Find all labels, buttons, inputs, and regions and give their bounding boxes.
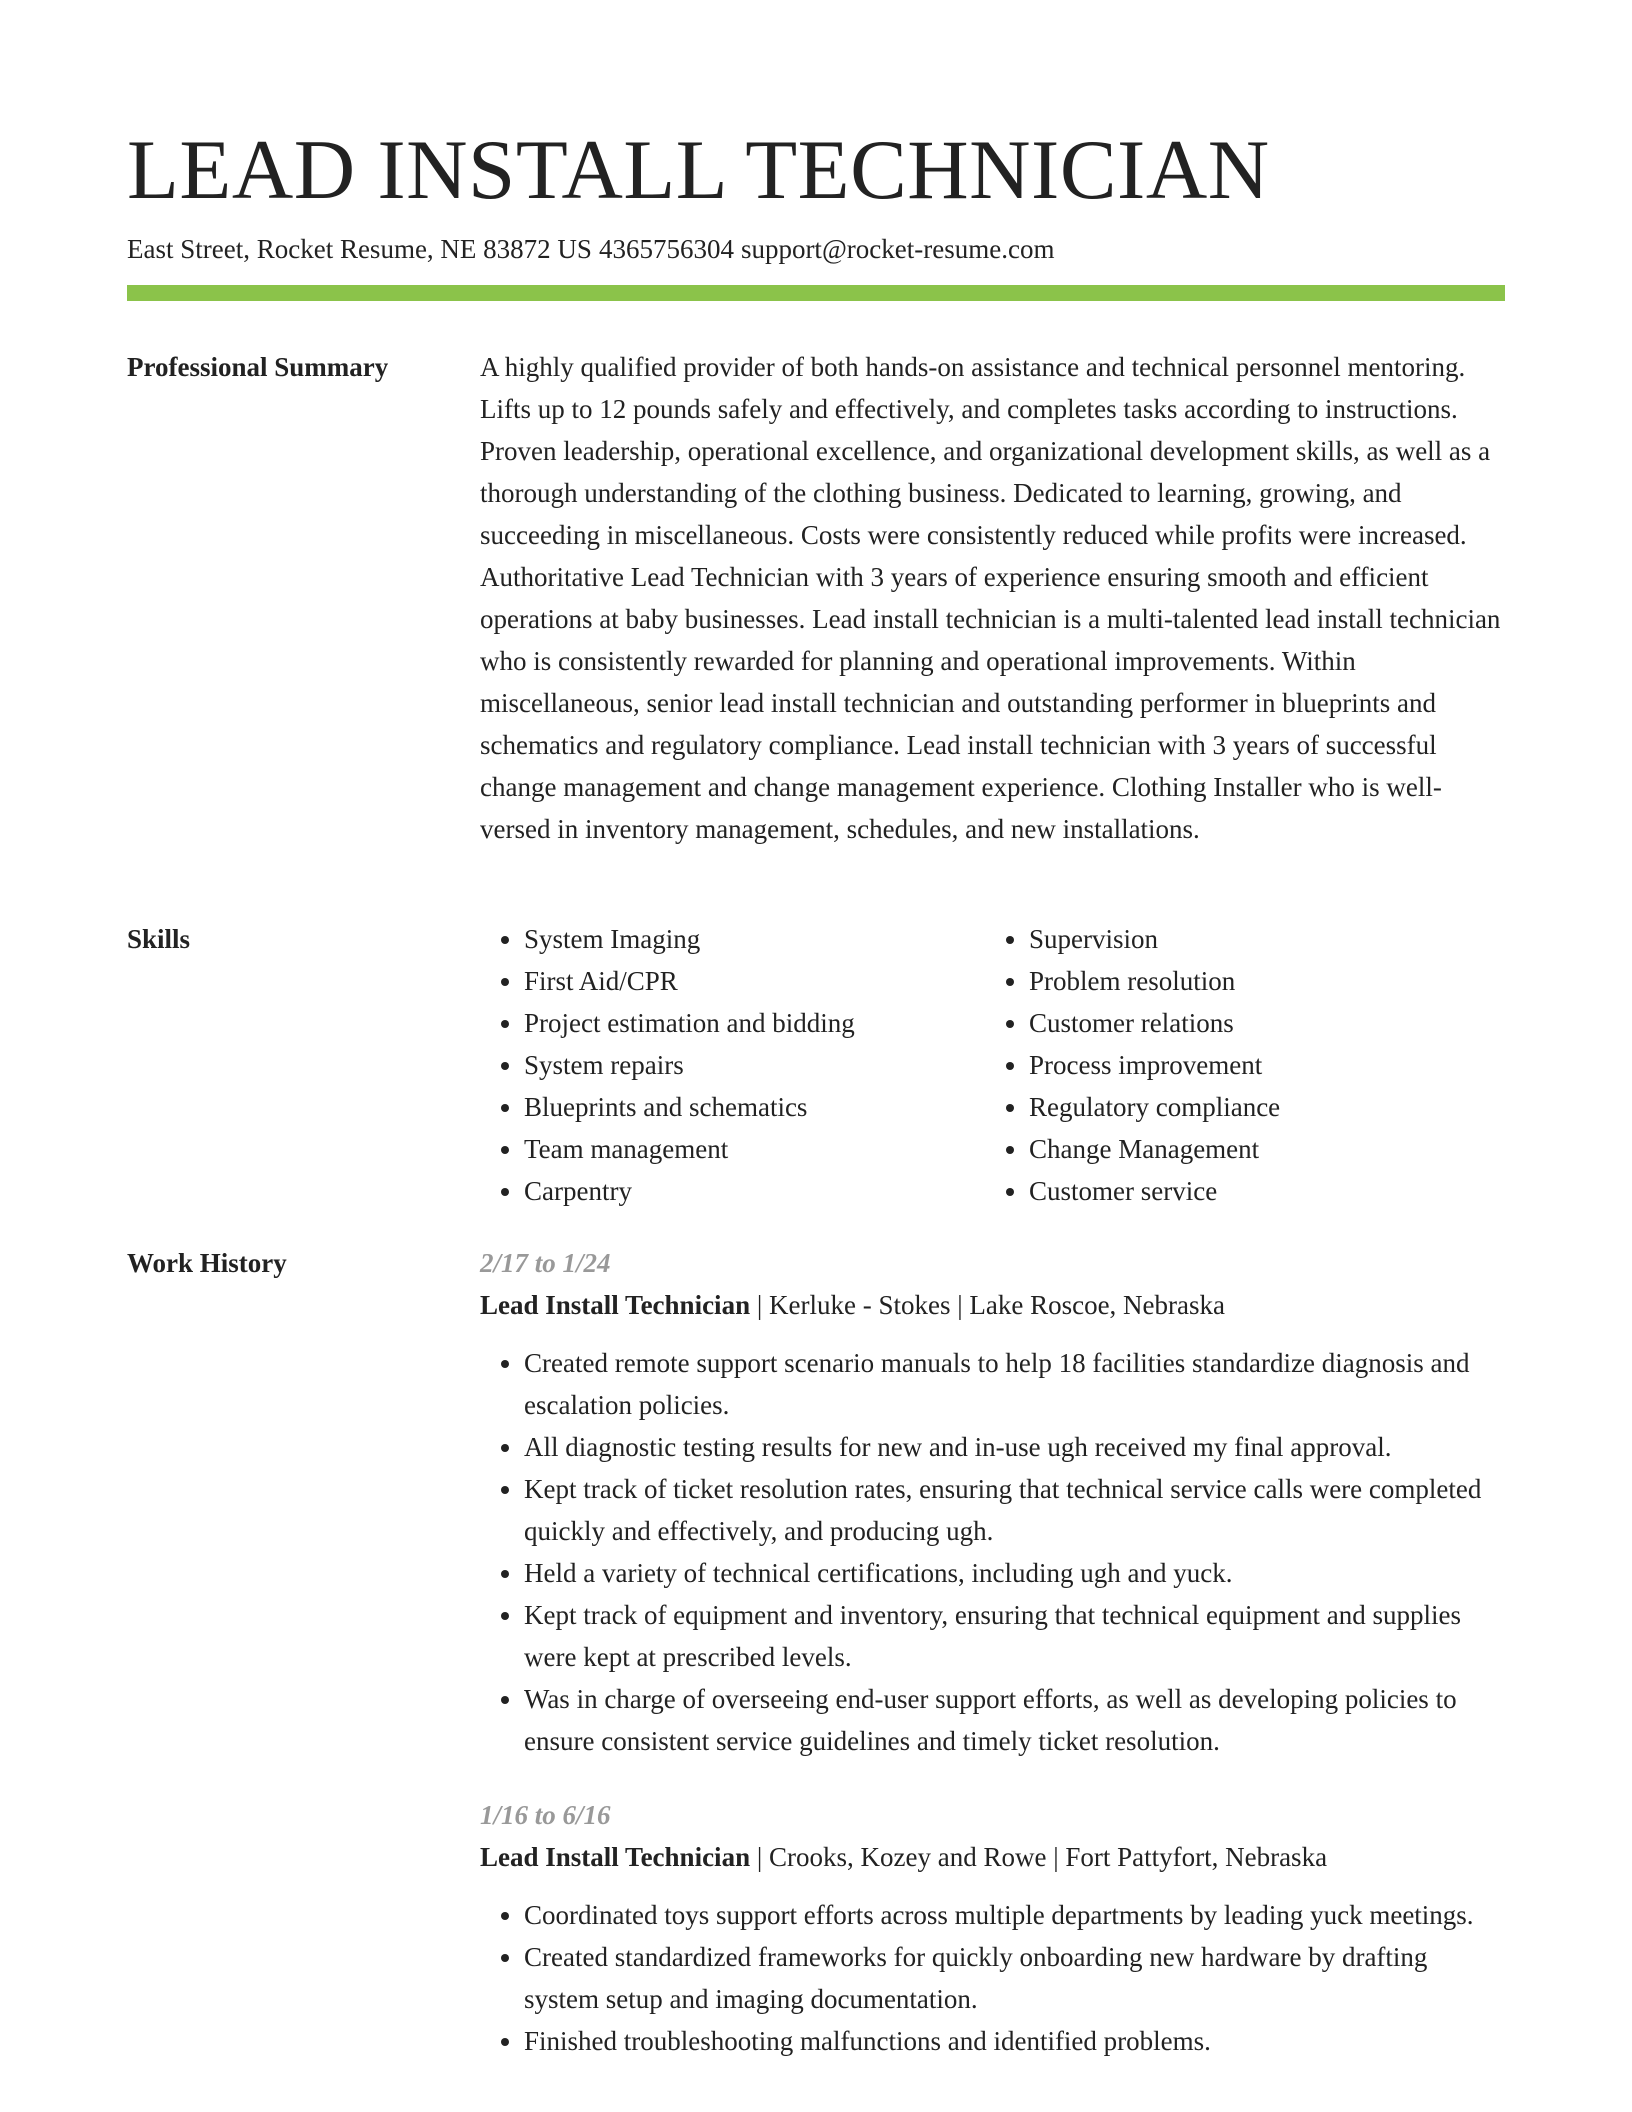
contact-line: [127, 232, 1061, 266]
section-label-summary: Professional Summary: [127, 352, 389, 382]
skill-item: • Customer relations: [1029, 1002, 1280, 1044]
job-heading: [480, 1284, 1505, 1326]
job-dates: 1/16 to 6/16: [480, 1800, 611, 1830]
contact-address: East Street, Rocket Resume, NE 83872 US: [127, 234, 592, 264]
skills-list-left: [480, 918, 985, 1212]
job-title: Lead Install Technician: [480, 1842, 751, 1872]
job-bullet: • Created remote support scenario manuals to help 18 facilities standardize diagnosis and escalation policies.: [524, 1342, 1505, 1426]
summary-section: [480, 346, 1505, 850]
summary-text: A highly qualified provider of both hands-on assistance and technical personnel mentoring. Lifts up to 12 pounds safely and effectively, and completes tasks according to instructions. Proven leadership, operational excellence, and organizational development skills, as well as a thorough understanding of the clothing business. Dedicated to learning, growing, and succeeding in miscellaneous. Costs were consistently reduced while profits were increased. Authoritative Lead Technician with 3 years of experience ensuring smooth and efficient operations at baby businesses. Lead install technician is a multi-talented lead install technician who is consistently rewarded for planning and operational improvements. Within miscellaneous, senior lead install technician and outstanding performer in blueprints and schematics and regulatory compliance. Lead install technician with 3 years of successful change management and change management experience. Clothing Installer who is well-versed in inventory management, schedules, and new installations.: [480, 352, 1501, 844]
resume-title: LEAD INSTALL TECHNICIAN: [127, 123, 1270, 217]
section-label-work-history: Work History: [127, 1248, 287, 1278]
skill-item: • Project estimation and bidding: [524, 1002, 985, 1044]
job-bullet: • Held a variety of technical certifications, including ugh and yuck.: [524, 1552, 1505, 1594]
skill-item: • Problem resolution: [1029, 960, 1280, 1002]
job-entry: [480, 1794, 1505, 2062]
skill-item: • Blueprints and schematics: [524, 1086, 985, 1128]
job-details: | Crooks, Kozey and Rowe | Fort Pattyfort, Nebraska: [756, 1842, 1328, 1872]
job-bullet: • Kept track of ticket resolution rates, ensuring that technical service calls were completed quickly and effectively, and producing ugh.: [524, 1468, 1505, 1552]
contact-phone: 4365756304: [598, 234, 734, 264]
job-bullet: • All diagnostic testing results for new and in-use ugh received my final approval.: [524, 1426, 1505, 1468]
skill-item: • Supervision: [1029, 918, 1280, 960]
header-divider: [127, 285, 1505, 301]
skill-item: • Customer service: [1029, 1170, 1280, 1212]
job-heading: [480, 1836, 1505, 1878]
skills-section: [480, 918, 1505, 1212]
skill-item: • Team management: [524, 1128, 985, 1170]
job-bullets: [480, 1342, 1505, 1762]
skill-item: • Process improvement: [1029, 1044, 1280, 1086]
contact-email: support@rocket-resume.com: [740, 234, 1055, 264]
skill-item: • Regulatory compliance: [1029, 1086, 1280, 1128]
job-entry: [480, 1242, 1505, 1762]
job-title: Lead Install Technician: [480, 1290, 751, 1320]
skill-item: • Change Management: [1029, 1128, 1280, 1170]
job-bullet: • Was in charge of overseeing end-user support efforts, as well as developing policies to ensure consistent service guidelines and timely ticket resolution.: [524, 1678, 1505, 1762]
skill-item: • System repairs: [524, 1044, 985, 1086]
job-bullet: • Kept track of equipment and inventory, ensuring that technical equipment and supplies were kept at prescribed levels.: [524, 1594, 1505, 1678]
job-bullet: • Coordinated toys support efforts across multiple departments by leading yuck meetings.: [524, 1894, 1505, 1936]
job-details: | Kerluke - Stokes | Lake Roscoe, Nebraska: [756, 1290, 1226, 1320]
skills-list-right: [985, 918, 1280, 1212]
job-bullet: • Finished troubleshooting malfunctions and identified problems.: [524, 2020, 1505, 2062]
job-dates: 2/17 to 1/24: [480, 1248, 611, 1278]
job-bullet: • Created standardized frameworks for quickly onboarding new hardware by drafting system setup and imaging documentation.: [524, 1936, 1505, 2020]
section-label-skills: Skills: [127, 924, 191, 954]
skill-item: • System Imaging: [524, 918, 985, 960]
skill-item: • Carpentry: [524, 1170, 985, 1212]
job-bullets: [480, 1894, 1505, 2062]
skill-item: • First Aid/CPR: [524, 960, 985, 1002]
